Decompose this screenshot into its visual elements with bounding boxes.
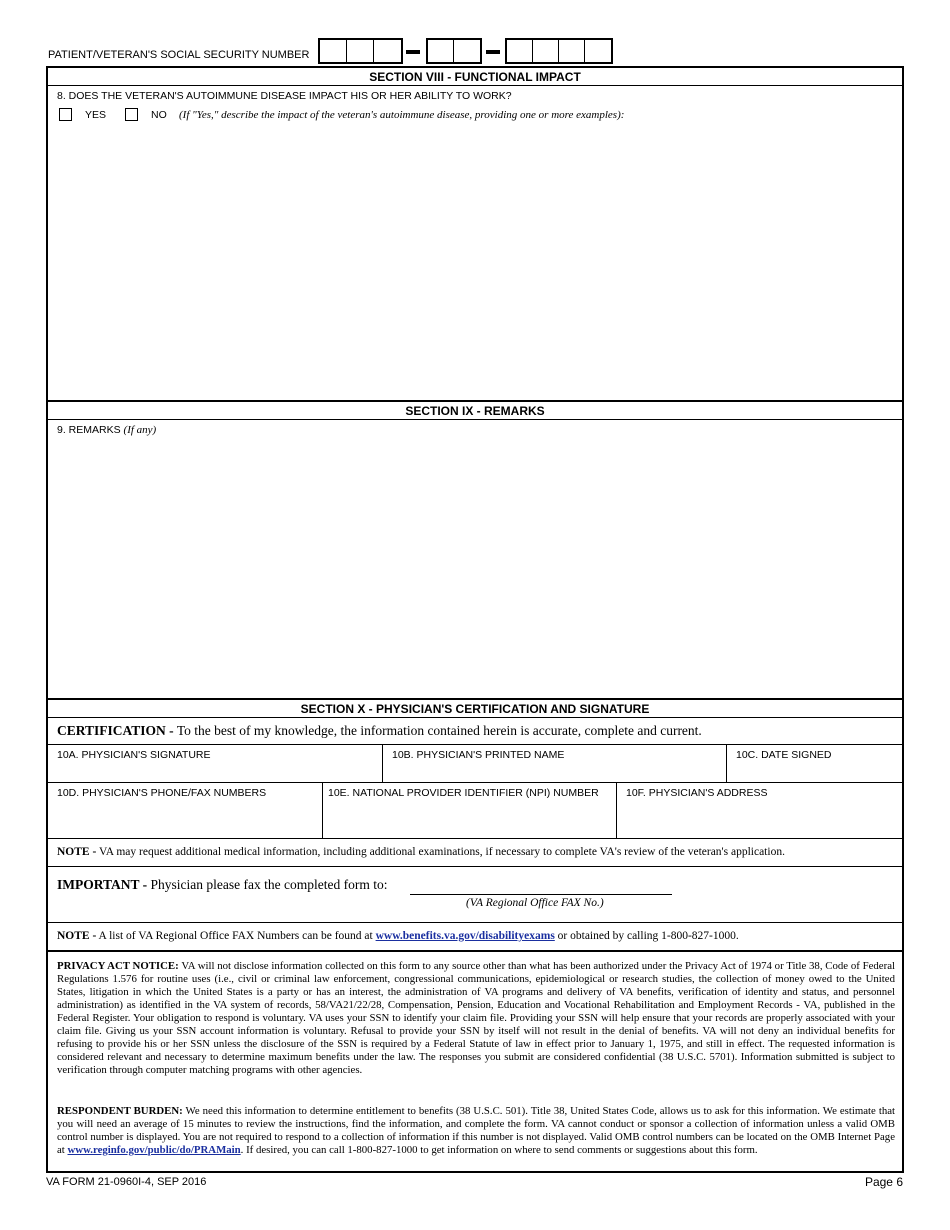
ssn-dash <box>486 50 500 54</box>
ssn-digit-box[interactable] <box>507 40 533 62</box>
form-frame <box>46 66 904 1173</box>
important-text: Physician please fax the completed form to: <box>150 877 388 892</box>
physician-printed-name-field[interactable] <box>383 745 726 782</box>
remarks-label-text: 9. REMARKS <box>57 424 121 436</box>
privacy-text: VA will not disclose information collected on this form to any source other than what has been authorized under the Privacy Act of 1974 or Title 38, Code of Federal Regulations 1.576 for routine uses (i.e., civil or criminal law enforcement, congressional communications, epidemiological or research studies, the collection of money owed to the United States, litigation in which the United States is a party or has an interest, the administration of VA programs and delivery of VA benefits, verification of identity and status, and personnel administration) as identified in the VA system of records, 58/VA21/22/28, Compensation, Pension, Education and Vocational Rehabilitation and Employment Records - VA, published in the Federal Register. Your obligation to respond is voluntary. VA uses your SSN to identify your claim file. Providing your SSN will help ensure that your records are properly associated with your claim file. Giving us your SSN account information is voluntary. Refusal to provide your SSN by itself will not result in the denial of benefits. VA will not deny an individual benefits for refusing to provide his or her SSN unless the disclosure of the SSN is required by a Federal Statute of law in effect prior to January 1, 1975, and still in effect. The requested information is considered relevant and necessary to determine maximum benefits under the law. The responses you submit are considered confidential (38 U.S.C. 5701). Information submitted is subject to verification through computer matching programs with other agencies. <box>57 960 895 1076</box>
benefits-link[interactable]: www.benefits.va.gov/disabilityexams <box>375 930 555 942</box>
ssn-digit-box[interactable] <box>428 40 454 62</box>
note-heading: NOTE - <box>57 846 97 858</box>
page-number: Page 6 <box>864 1175 903 1189</box>
privacy-heading: PRIVACY ACT NOTICE: <box>57 960 179 972</box>
ssn-group-input[interactable] <box>426 38 482 64</box>
divider <box>48 85 902 86</box>
burden-heading: RESPONDENT BURDEN: <box>57 1105 183 1117</box>
divider <box>48 866 902 867</box>
burden-text: We need this information to determine entitlement to benefits (38 U.S.C. 501). Title 38, United States Code, allows us to ask for this information. We estimate that you will need an average of 15 minutes to review the instructions, find the information, and complete the form. VA cannot conduct or sponsor a collection of information unless a valid OMB control number is displayed. You are not required to respond to a collection of information if this number is not displayed. Valid OMB control numbers can be located on the OMB Internet Page at <box>57 1105 896 1156</box>
yes-checkbox[interactable] <box>59 108 72 121</box>
burden-text-after: . If desired, you can call 1-800-827-1000 to get information on where to send comments or suggestions about this form. <box>240 1144 758 1156</box>
divider <box>48 922 902 923</box>
ssn-digit-box[interactable] <box>533 40 559 62</box>
physician-phone-fax-field[interactable] <box>48 783 322 838</box>
important-fax-instruction <box>57 877 387 893</box>
form-id: VA FORM 21-0960I-4, SEP 2016 <box>46 1176 207 1188</box>
physician-signature-field[interactable] <box>48 745 382 782</box>
divider <box>48 950 902 952</box>
divider <box>48 717 902 718</box>
ssn-digit-box[interactable] <box>374 40 401 62</box>
note-text: VA may request additional medical information, including additional examinations, if necessary to complete VA's review of the veteran's application. <box>98 846 785 858</box>
remarks-label <box>57 424 156 436</box>
remarks-textarea[interactable] <box>48 440 902 698</box>
ssn-digit-box[interactable] <box>347 40 374 62</box>
remarks-label-hint: (If any) <box>123 424 157 436</box>
ssn-area-input[interactable] <box>318 38 403 64</box>
divider <box>48 838 902 839</box>
physician-printed-name-label: 10B. PHYSICIAN'S PRINTED NAME <box>392 749 565 761</box>
note-heading: NOTE - <box>57 930 97 942</box>
npi-number-field[interactable] <box>323 783 616 838</box>
note-fax-list <box>57 930 739 942</box>
note-text-after: or obtained by calling 1-800-827-1000. <box>557 930 739 942</box>
no-checkbox[interactable] <box>125 108 138 121</box>
section-10-title: SECTION X - PHYSICIAN'S CERTIFICATION AND SIGNATURE <box>300 702 650 716</box>
no-label: NO <box>151 109 167 121</box>
divider <box>48 400 902 402</box>
respondent-burden <box>57 1105 895 1157</box>
ssn-label: PATIENT/VETERAN'S SOCIAL SECURITY NUMBER <box>48 49 310 61</box>
reginfo-link[interactable]: www.reginfo.gov/public/do/PRAMain <box>67 1144 241 1156</box>
certification-heading: CERTIFICATION - <box>57 723 174 738</box>
date-signed-field[interactable] <box>727 745 902 782</box>
fax-number-field[interactable] <box>410 880 672 895</box>
note-additional-info <box>57 846 785 858</box>
ssn-serial-input[interactable] <box>505 38 613 64</box>
question-8-label: 8. DOES THE VETERAN'S AUTOIMMUNE DISEASE IMPACT HIS OR HER ABILITY TO WORK? <box>57 90 512 102</box>
certification-statement <box>57 723 702 739</box>
physician-address-field[interactable] <box>617 783 902 838</box>
yes-label: YES <box>85 109 107 121</box>
ssn-dash <box>406 50 420 54</box>
divider <box>48 698 902 700</box>
question-8-instruction: (If "Yes," describe the impact of the veteran's autoimmune disease, providing one or more examples): <box>179 109 625 121</box>
ssn-digit-box[interactable] <box>585 40 611 62</box>
note-text: A list of VA Regional Office FAX Numbers can be found at <box>98 930 373 942</box>
ssn-digit-box[interactable] <box>454 40 480 62</box>
ssn-digit-box[interactable] <box>559 40 585 62</box>
fax-number-caption: (VA Regional Office FAX No.) <box>466 897 604 909</box>
npi-number-label: 10E. NATIONAL PROVIDER IDENTIFIER (NPI) NUMBER <box>328 787 599 799</box>
section-8-title: SECTION VIII - FUNCTIONAL IMPACT <box>369 70 581 84</box>
ssn-digit-box[interactable] <box>320 40 347 62</box>
physician-signature-label: 10A. PHYSICIAN'S SIGNATURE <box>57 749 211 761</box>
certification-text: To the best of my knowledge, the information contained herein is accurate, complete and current. <box>176 723 702 738</box>
functional-impact-textarea[interactable] <box>48 124 902 400</box>
section-9-title: SECTION IX - REMARKS <box>405 404 545 418</box>
divider <box>48 419 902 420</box>
physician-address-label: 10F. PHYSICIAN'S ADDRESS <box>626 787 768 799</box>
physician-phone-fax-label: 10D. PHYSICIAN'S PHONE/FAX NUMBERS <box>57 787 267 799</box>
privacy-act-notice <box>57 960 895 1077</box>
date-signed-label: 10C. DATE SIGNED <box>736 749 832 761</box>
important-heading: IMPORTANT - <box>57 877 148 892</box>
